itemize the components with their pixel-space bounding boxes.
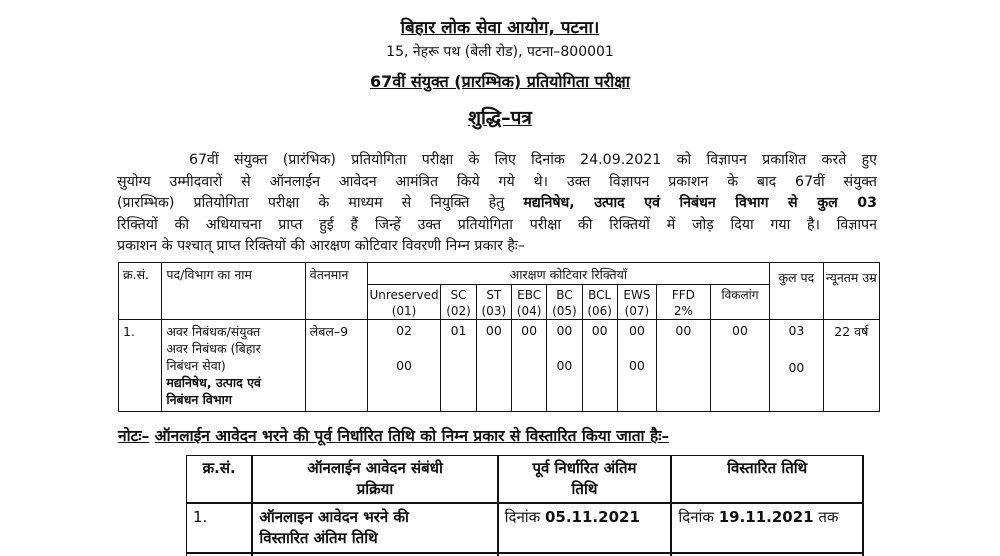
paragraph-line-3-bold: मद्यनिषेध, उत्पाद एवं निबंधन विभाग से कुल 03 <box>523 195 878 211</box>
category-sc <box>441 285 476 320</box>
ext-header-process-l1: ऑनलाईन आवेदन संबंधी <box>307 459 443 477</box>
paragraph-line-2: सुयोग्य उम्मीदवारों से ऑनलाईन आवेदन आमंत्रित किये गये थे। उक्त विज्ञापन प्रकाशन के बाद 67वीं संयुक्त <box>117 173 877 190</box>
note-label: नोटः– <box>118 427 150 445</box>
category-code: (02) <box>446 304 471 318</box>
value-a: 02 <box>396 323 412 338</box>
category-name: विकलांग <box>721 288 759 302</box>
row-pay-level: लेबल–9 <box>305 320 367 412</box>
note <box>118 424 898 446</box>
category-ews <box>617 285 656 320</box>
value-a: 00 <box>521 323 538 338</box>
cell-bc <box>547 320 582 412</box>
old-date-prefix: दिनांक <box>504 508 545 526</box>
paragraph-line-4: रिक्तियों की अधियाचना प्राप्त हुई हैं जिन्हें उक्त प्रतियोगिता परीक्षा की रिक्तियों में जोड़ दिया गया है। विज्ञापन <box>117 216 877 233</box>
header-post: पद/विभाग का नाम <box>162 263 305 320</box>
category-ffd <box>656 285 710 320</box>
cell-ebc <box>511 320 546 412</box>
ext-row-sn: 1. <box>187 503 253 553</box>
cell-divyang <box>710 320 769 412</box>
post-line-2: अवर निबंधक (बिहार <box>166 341 261 356</box>
ext-row-old-date <box>498 503 672 553</box>
cell-ffd <box>656 320 710 412</box>
ext-row-process-l2: विस्तारित अंतिम तिथि <box>259 529 378 547</box>
ext-row-new-date <box>671 503 863 553</box>
new-date-value: 19.11.2021 <box>718 508 814 526</box>
organization-title: बिहार लोक सेवा आयोग, पटना। <box>400 18 600 38</box>
exam-title: 67वीं संयुक्त (प्रारम्भिक) प्रतियोगिता परीक्षा <box>370 72 630 91</box>
category-code: (04) <box>516 304 542 318</box>
header-min-age: न्यूनतम उम्र <box>823 263 879 320</box>
value-a: 00 <box>675 323 692 338</box>
organization-address: 15, नेहरू पथ (बेली रोड), पटना–800001 <box>386 44 614 60</box>
row-post-name <box>162 320 305 412</box>
note-text: ऑनलाईन आवेदन भरने की पूर्व निर्धारित तिथि को निम्न प्रकार से विस्तारित किया जाता हैः– <box>154 427 670 445</box>
paragraph-line-3 <box>117 193 877 215</box>
value-b: 00 <box>628 358 645 373</box>
total-b: 00 <box>788 360 805 375</box>
category-code: (01) <box>391 304 417 318</box>
category-name: EWS <box>623 288 651 302</box>
category-ebc <box>511 285 546 320</box>
cell-total <box>770 320 823 412</box>
category-name: Unreserved <box>369 288 439 302</box>
category-name: BC <box>556 288 573 302</box>
ext-header-process-l2: प्रक्रिया <box>356 480 394 498</box>
post-line-3: निबंधन सेवा) <box>166 358 226 373</box>
cell-bcl <box>582 320 617 412</box>
header-reservation-group: आरक्षण कोटिवार रिक्तियाँ <box>367 263 769 285</box>
extension-table <box>186 455 864 556</box>
category-unreserved <box>367 285 441 320</box>
department-line-2: निबंधन विभाग <box>166 392 232 407</box>
ext-row-process-l1: ऑनलाइन आवेदन भरने की <box>259 508 409 526</box>
ext-header-sn: क्र.सं. <box>187 456 253 504</box>
category-name: EBC <box>517 288 542 302</box>
cell-unreserved <box>367 320 441 412</box>
category-name: SC <box>450 288 467 302</box>
ext-header-new-date: विस्तारित तिथि <box>671 456 863 504</box>
paragraph-line-3-text: (प्रारम्भिक) प्रतियोगिता परीक्षा के माध्यम से नियुक्ति हेतु <box>117 195 524 211</box>
category-code: (05) <box>552 304 577 318</box>
category-divyang <box>710 285 769 320</box>
paragraph-line-1: 67वीं संयुक्त (प्रारंभिक) प्रतियोगिता परीक्षा के लिए दिनांक 24.09.2021 को विज्ञापन प्रकाशित करते हुए <box>189 152 877 168</box>
row-sn: 1. <box>119 320 162 412</box>
corrigendum-title: शुद्धि–पत्र <box>468 107 532 129</box>
value-a: 00 <box>732 323 748 338</box>
department-line-1: मद्यनिषेध, उत्पाद एवं <box>166 375 261 390</box>
cell-ews <box>617 320 656 412</box>
value-a: 00 <box>556 323 573 338</box>
category-name: ST <box>486 288 502 302</box>
header-pay: वेतनमान <box>305 263 367 320</box>
category-bcl <box>582 285 617 320</box>
value-a: 01 <box>450 323 467 338</box>
ext-header-process <box>252 456 497 504</box>
post-line-1: अवर निबंधक/संयुक्त <box>166 324 261 339</box>
value-b: 00 <box>556 358 573 373</box>
category-st <box>476 285 511 320</box>
ext-header-old-l1: पूर्व निर्धारित अंतिम <box>532 459 637 477</box>
category-code: (06) <box>587 304 612 318</box>
value-a: 00 <box>628 323 645 338</box>
category-name: BCL <box>588 288 612 302</box>
cell-min-age: 22 वर्ष <box>823 320 879 412</box>
ext-header-old-date <box>498 456 672 504</box>
value-a: 00 <box>485 323 502 338</box>
reservation-table <box>118 262 880 412</box>
category-code: (03) <box>481 304 507 318</box>
new-date-prefix: दिनांक <box>678 508 719 526</box>
value-b: 00 <box>396 358 412 373</box>
notice-paragraph <box>117 150 877 258</box>
ext-row-process <box>252 503 497 553</box>
header-sn: क्र.सं. <box>119 263 162 320</box>
header-total: कुल पद <box>770 263 823 320</box>
ext-header-old-l2: तिथि <box>571 480 598 498</box>
new-date-suffix: तक <box>813 508 839 526</box>
old-date-value: 05.11.2021 <box>544 508 640 526</box>
category-bc <box>547 285 582 320</box>
cell-sc <box>441 320 476 412</box>
category-code: 2% <box>673 304 693 318</box>
cell-st <box>476 320 511 412</box>
category-code: (07) <box>624 304 650 318</box>
total-a: 03 <box>788 323 805 338</box>
category-name: FFD <box>671 288 695 302</box>
paragraph-line-5: प्रकाशन के पश्चात् प्राप्त रिक्तियों की आरक्षण कोटिवार विवरणी निम्न प्रकार हैः– <box>117 238 525 254</box>
value-a: 00 <box>591 323 608 338</box>
